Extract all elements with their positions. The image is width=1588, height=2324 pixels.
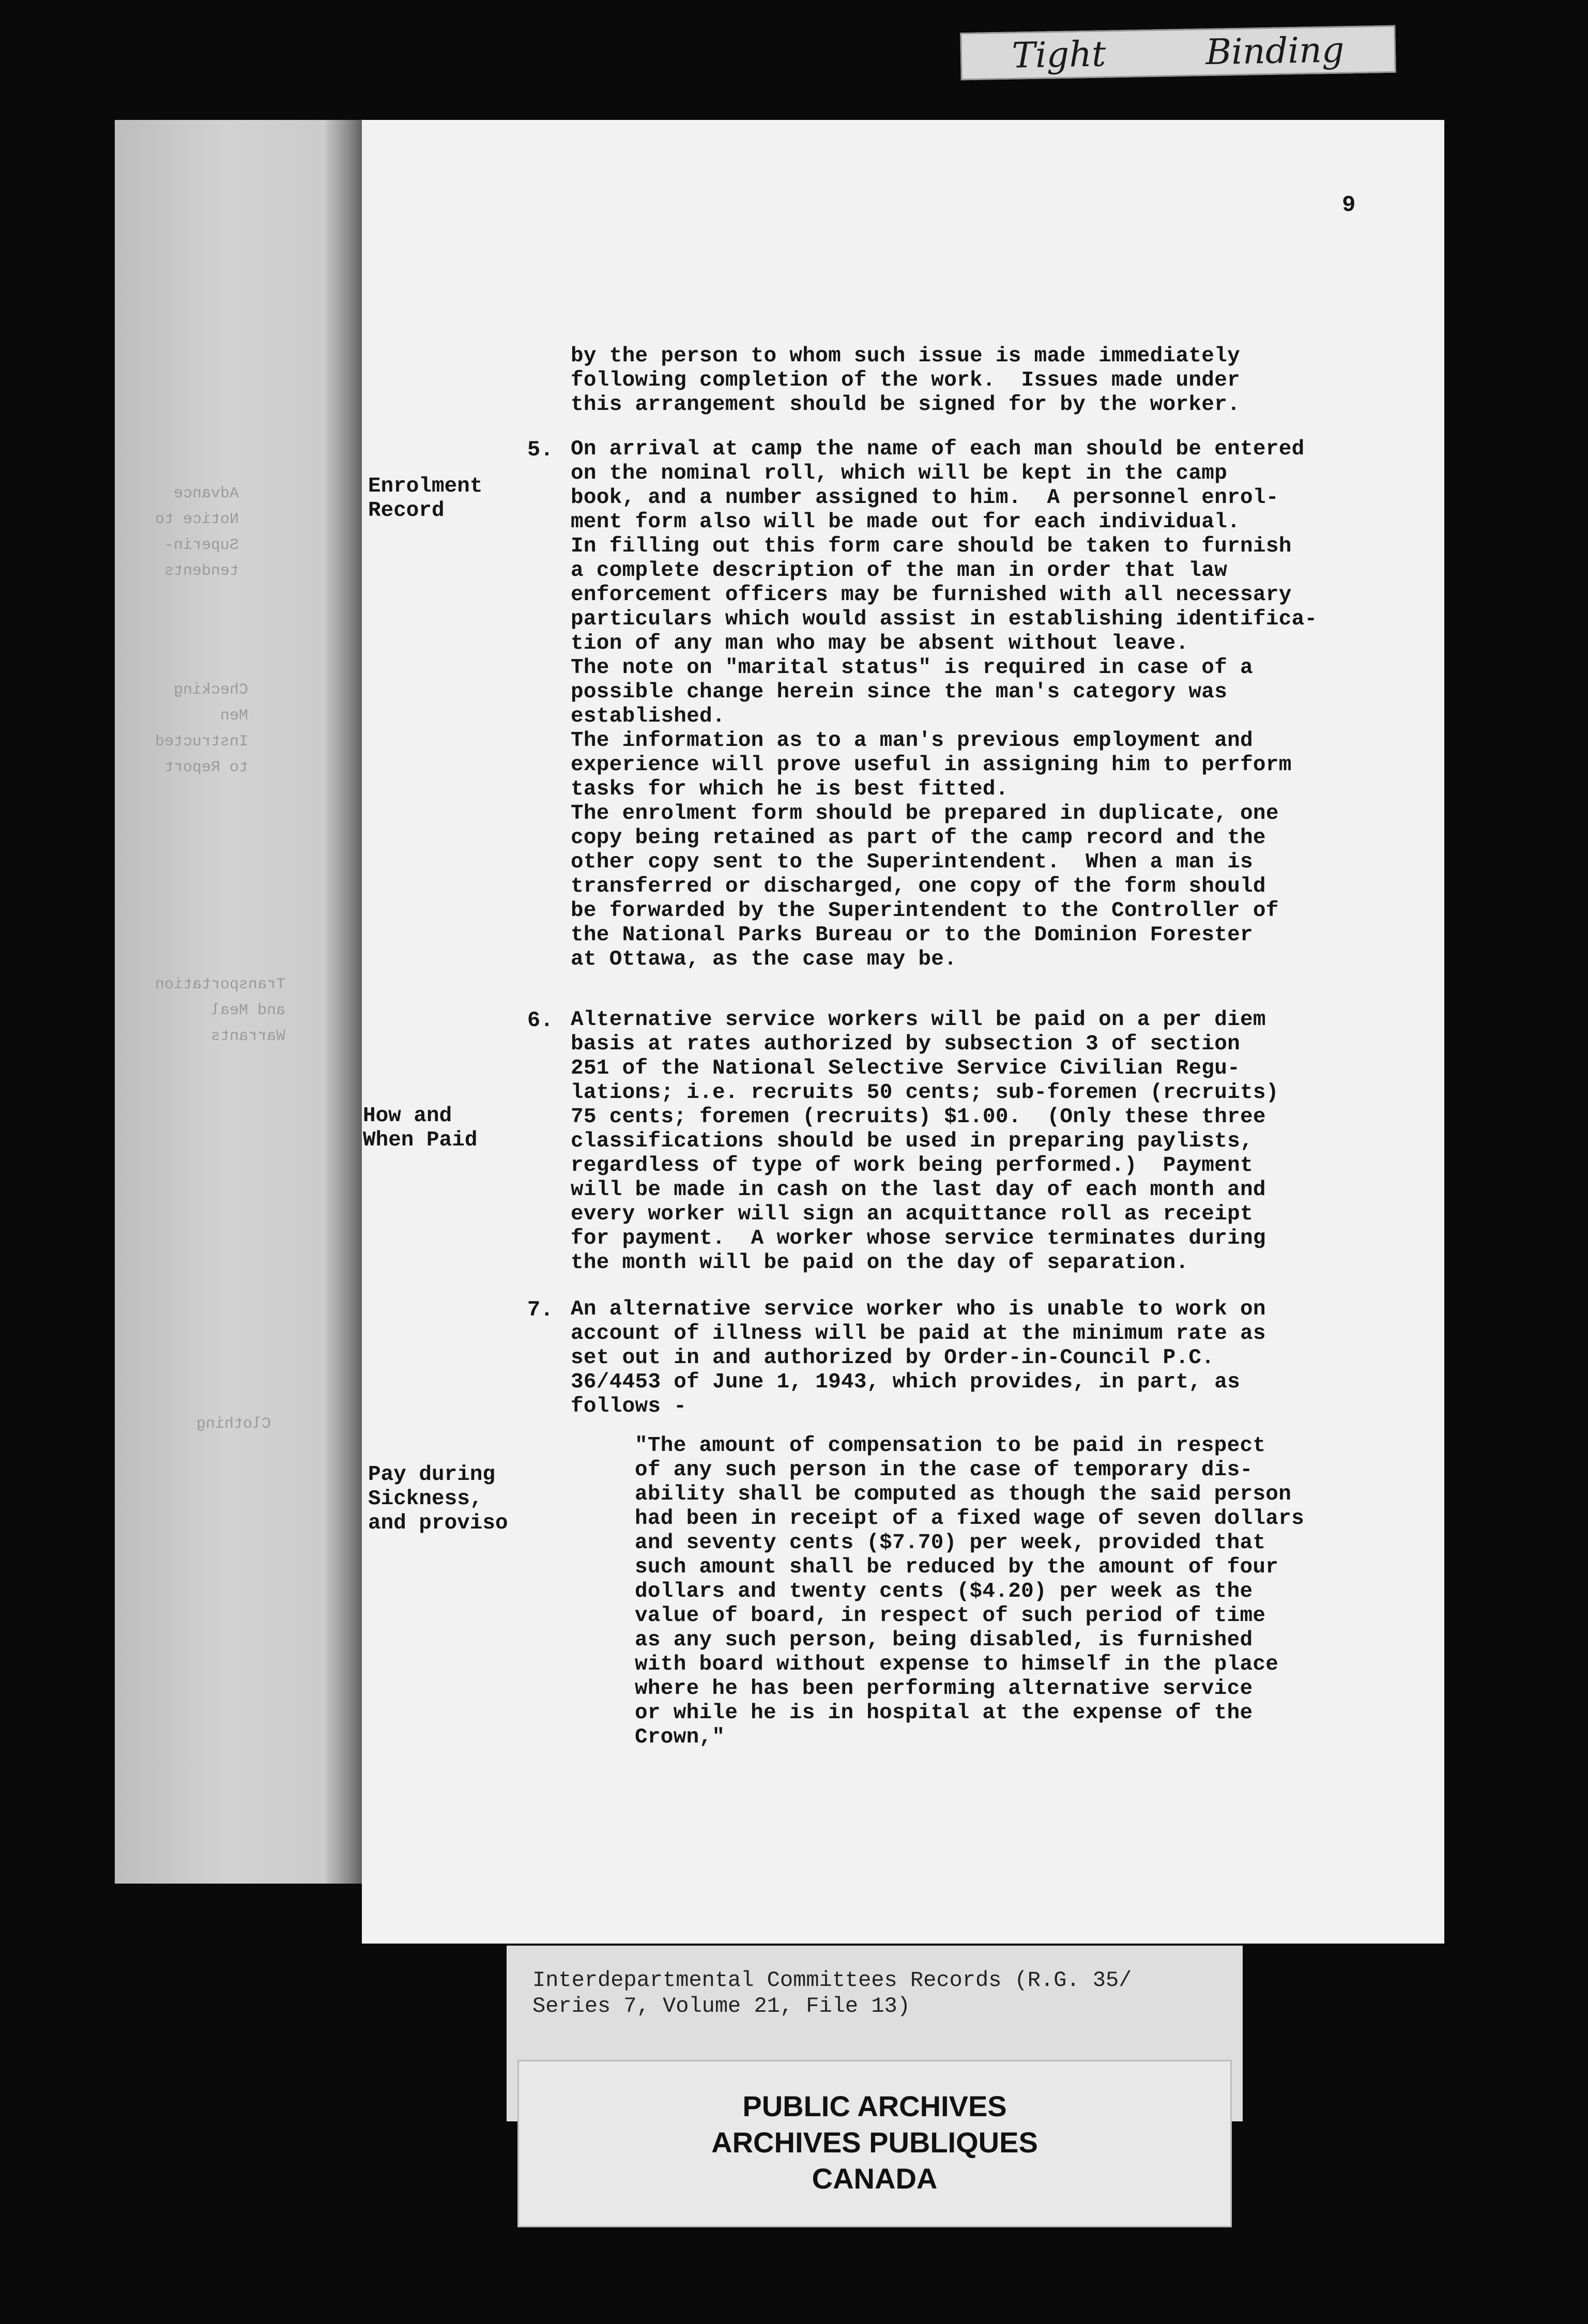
bleed-through-text: Transportation and Meal Warrants [155,976,286,1045]
side-heading-paid: How and When Paid [363,1104,478,1152]
quoted-order-in-council: "The amount of compensation to be paid in respect of any such person in the case of temporary dis- ability shall be computed as though the said person had been in receipt of a fixed wage of seven dollars and seventy cents ($7.70) per week, provided that such amount shall be reduced by the amount of four dollars and twenty cents ($4.20) per week as the value of board, in respect of such period of time as any such person, being disabled, is furnished with board without expense to himself in the place where he has been performing alternative service or while he is in hospital at the expense of the Crown," [635,1434,1305,1749]
side-heading-enrolment: Enrolment Record [368,475,483,523]
paragraph-7: An alternative service worker who is unable to work on account of illness will be paid at the minimum rate as set out in and authorized by Order-in-Council P.C. 36/4453 of June 1, 1943, which provides, in part, as follows - [571,1297,1266,1418]
archive-reference: Interdepartmental Committees Records (R.G. 35/ Series 7, Volume 21, File 13) [532,1968,1132,2019]
binding-note-stamp [960,25,1396,81]
archive-stamp-line: CANADA [812,2162,938,2195]
binding-note-word: Tight [1011,33,1106,77]
page-fold-shadow [326,120,363,1884]
bleed-through-text: Clothing [196,1415,271,1433]
paragraph-number: 7. [527,1297,554,1322]
paragraph-number: 5. [527,437,554,462]
paragraph-6: Alternative service workers will be paid on a per diem basis at rates authorized by subsection 3 of section 251 of the National Selective Service Civilian Regu- lations; i.e. recruits 50 cents; sub-foremen (recruits) 75 cents; foremen (recruits) $1.00. (Only these three classifications should be used in preparing paylists, regardless of type of work being performed.) Payment will be made in cash on the last day of each month and every worker will sign an acquittance roll as receipt for payment. A worker whose service terminates during the month will be paid on the day of separation. [571,1008,1279,1275]
page-number: 9 [1342,192,1356,218]
paragraph-continued: by the person to whom such issue is made immediately following completion of the work. Issues made under this arrangement should be signed for by the worker. [571,344,1241,417]
bleed-through-text: Checking Men Instructed to Report [155,681,249,776]
archive-stamp [519,2061,1230,2226]
paragraph-number: 6. [527,1008,554,1033]
archive-stamp-line: PUBLIC ARCHIVES [742,2090,1007,2122]
side-heading-sickness: Pay during Sickness, and proviso [368,1463,508,1535]
bleed-through-text: Advance Notice to Superin- tendents [155,485,239,580]
archive-stamp-line: ARCHIVES PUBLIQUES [711,2126,1038,2159]
binding-note-word: Binding [1205,29,1345,73]
paragraph-5: On arrival at camp the name of each man should be entered on the nominal roll, which will be kept in the camp book, and a number assigned to him. A personnel enrol- ment form also will be made out for each individual. In filling out this form care should be taken to furnish a complete description of the man in order that law enforcement officers may be furnished with all necessary particulars which would assist in establishing identifica- tion of any man who may be absent without leave. The note on "marital status" is required in case of a possible change herein since the man's category was established. The information as to a man's previous employment and experience will prove useful in assigning him to perform tasks for which he is best fitted. The enrolment form should be prepared in duplicate, one copy being retained as part of the camp record and the other copy sent to the Superintendent. When a man is transferred or discharged, one copy of the form should be forwarded by the Superintendent to the Controller of the National Parks Bureau or to the Dominion Forester at Ottawa, as the case may be. [571,437,1318,971]
